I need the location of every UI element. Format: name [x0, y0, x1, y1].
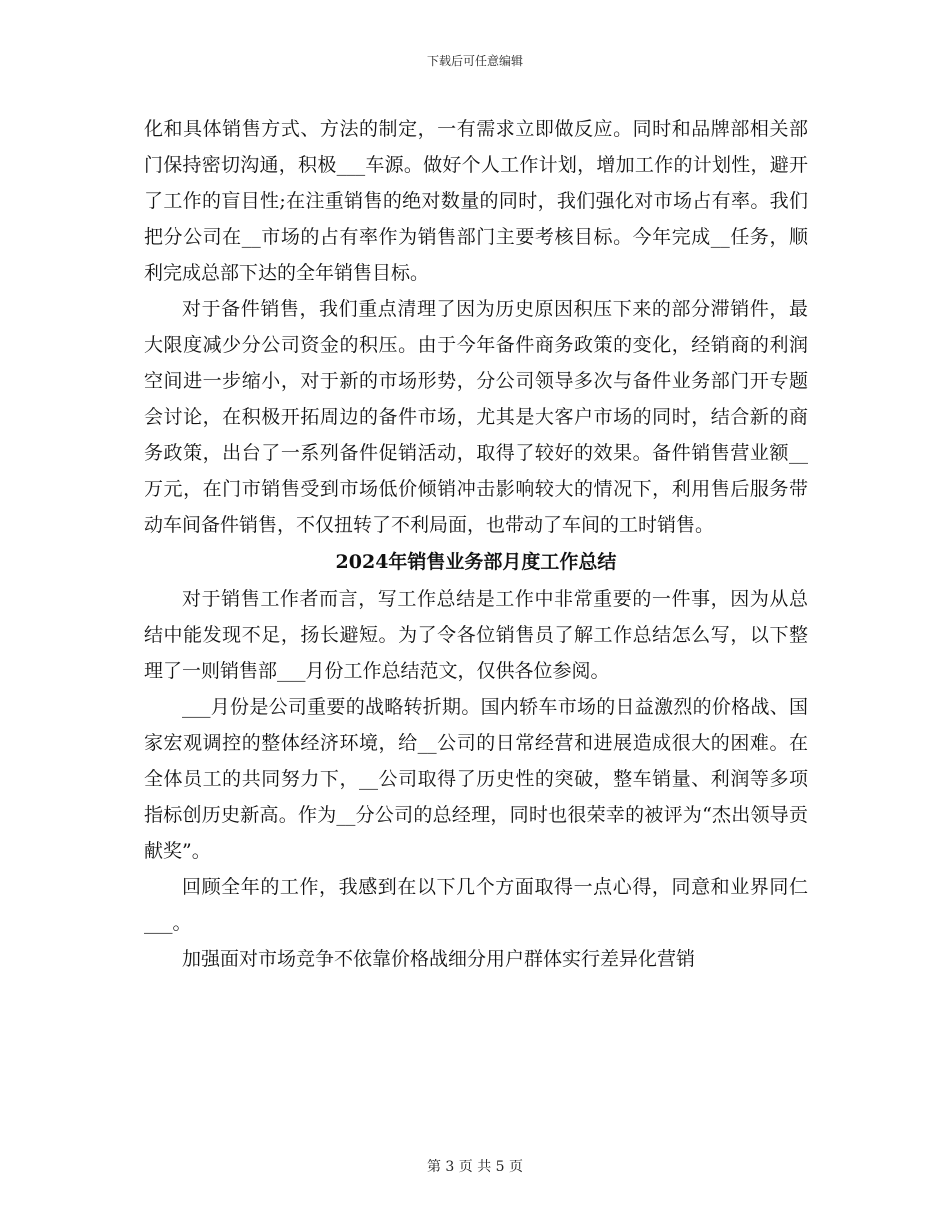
page-footer: 第 3 页 共 5 页: [426, 1159, 524, 1175]
paragraph-1: 化和具体销售方式、方法的制定，一有需求立即做反应。同时和品牌部相关部门保持密切沟通，积极___车源。做好个人工作计划，增加工作的计划性，避开了工作的盲目性;在注重销售的绝对数量的同时，我们强化对市场占有率。我们把分公司在__市场的占有率作为销售部门主要考核目标。今年完成__任务，顺利完成总部下达的全年销售目标。: [144, 118, 808, 284]
paragraph-4: ___月份是公司重要的战略转折期。国内轿车市场的日益激烈的价格战、国家宏观调控的整体经济环境，给__公司的日常经营和进展造成很大的困难。在全体员工的共同努力下，__公司取得了历史性的突破，整车销量、利润等多项指标创历史新高。作为__分公司的总经理，同时也很荣幸的被评为“杰出领导贡献奖”。: [144, 696, 808, 862]
paragraph-2: 对于备件销售，我们重点清理了因为历史原因积压下来的部分滞销件，最大限度减少分公司资金的积压。由于今年备件商务政策的变化，经销商的利润空间进一步缩小，对于新的市场形势，分公司领导多次与备件业务部门开专题会讨论，在积极开拓周边的备件市场，尤其是大客户市场的同时，结合新的商务政策，出台了一系列备件促销活动，取得了较好的效果。备件销售营业额__万元，在门市销售受到市场低价倾销冲击影响较大的情况下，利用售后服务带动车间备件销售，不仅扭转了不利局面，也带动了车间的工时销售。: [144, 298, 808, 536]
paragraph-5: 回顾全年的工作，我感到在以下几个方面取得一点心得，同意和业界同仁___。: [144, 876, 808, 934]
paragraph-3: 对于销售工作者而言，写工作总结是工作中非常重要的一件事，因为从总结中能发现不足，扬长避短。为了令各位销售员了解工作总结怎么写，以下整理了一则销售部___月份工作总结范文，仅供各位参阅。: [144, 588, 808, 682]
paragraph-6: 加强面对市场竞争不依靠价格战细分用户群体实行差异化营销: [182, 948, 696, 970]
page-header: 下载后可任意编辑: [426, 54, 523, 68]
section-heading: 2024年销售业务部月度工作总结: [335, 551, 617, 573]
document-body: [144, 111, 808, 977]
